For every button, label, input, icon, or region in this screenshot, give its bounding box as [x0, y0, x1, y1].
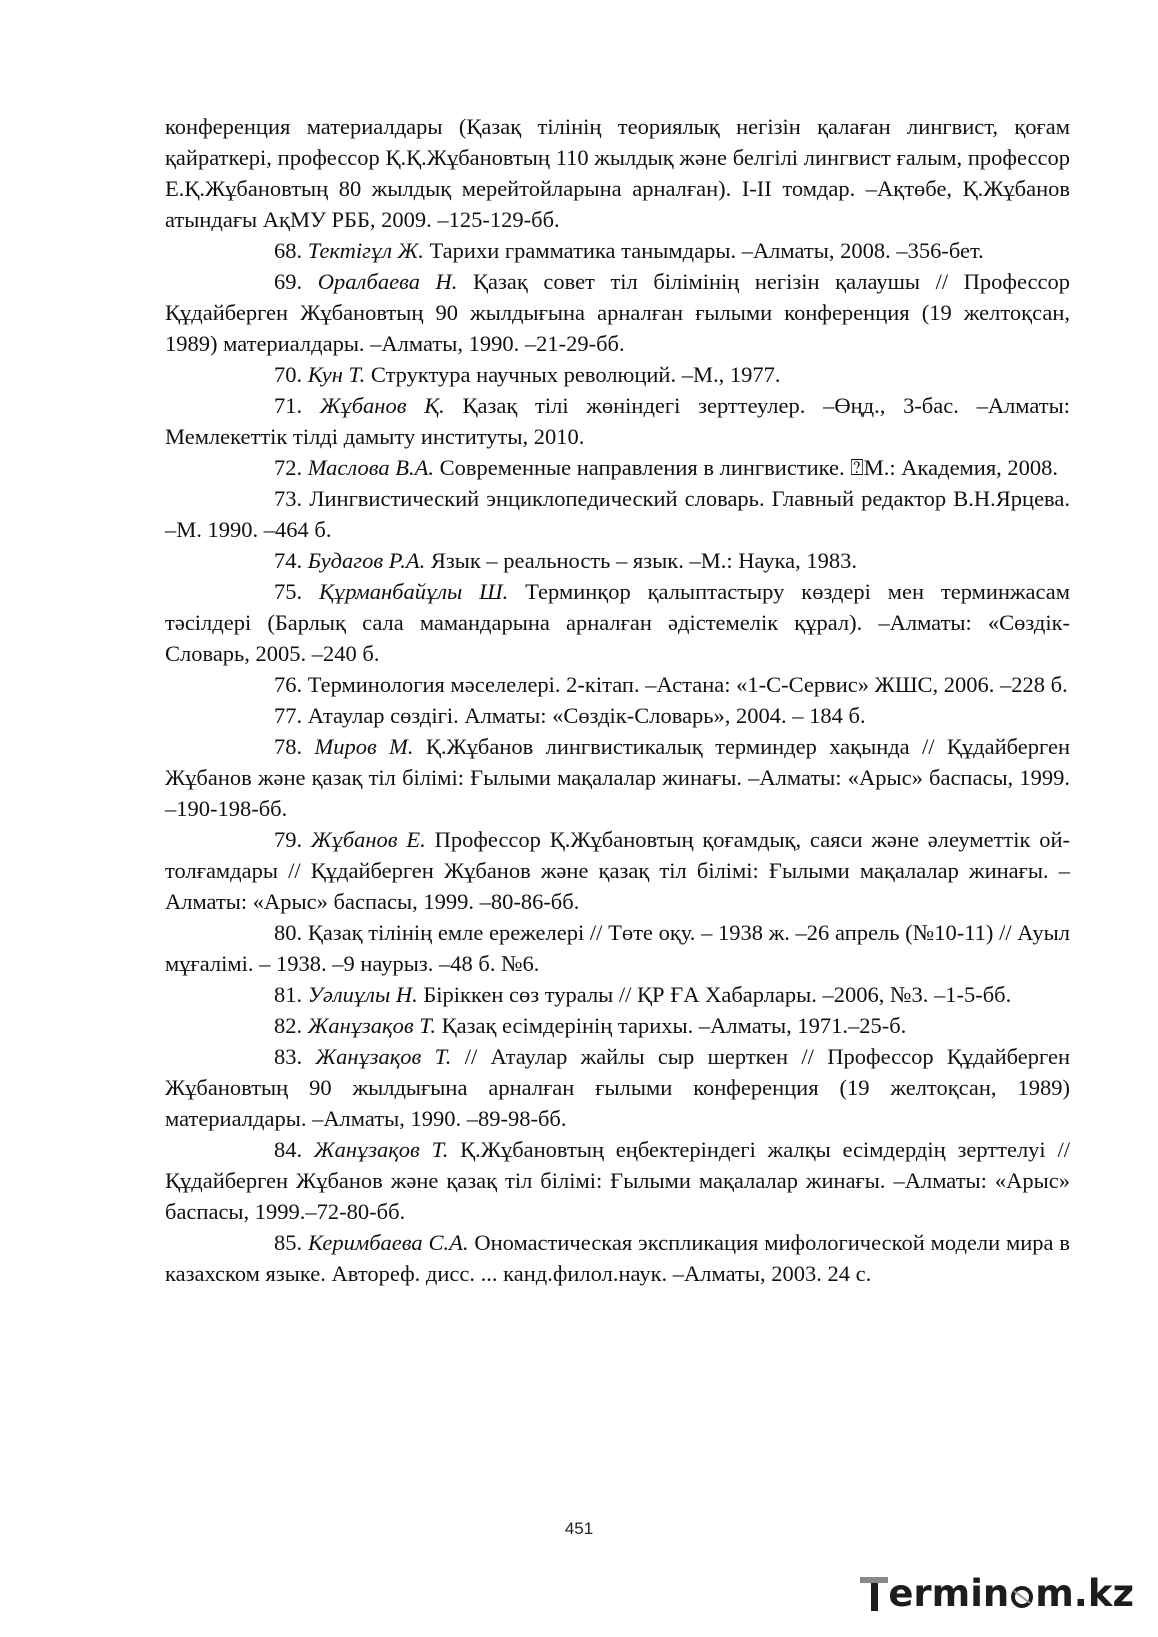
entry-number: 70.	[274, 362, 303, 387]
bibliography-list	[165, 235, 1070, 1289]
entry-text: Терминқор қалыптастыру көздері мен терминжасам тәсілдері (Барлық сала мамандарына арналған әдістемелік құрал). –Алматы: «Сөздік-Словарь, 2005. –240 б.	[165, 579, 1071, 666]
bibliography-entry	[165, 824, 1070, 917]
entry-text: Қазақ совет тіл білімінің негізін қалаушы // Профессор Құдайберген Жұбановтың 90 жылдығына арналған ғылыми конференция (19 желтоқсан, 1989) материалдары. –Алматы, 1990. –21-29-бб.	[165, 269, 1071, 356]
bibliography-entry	[165, 1010, 1070, 1041]
entry-number: 85.	[274, 1230, 303, 1255]
entry-number: 76.	[274, 672, 303, 697]
bibliography-entry	[165, 545, 1070, 576]
entry-number: 72.	[274, 455, 303, 480]
entry-number: 71.	[274, 393, 303, 418]
bibliography-entry	[165, 1041, 1070, 1134]
entry-number: 80.	[274, 920, 303, 945]
logo-text-end: m.kz	[1035, 1572, 1134, 1615]
entry-text: Біріккен сөз туралы // ҚР ҒА Хабарлары. –2006, №3. –1-5-бб.	[417, 982, 1012, 1007]
entry-author: Уәлиұлы Н.	[307, 982, 418, 1007]
entry-author: Жанұзақов Т.	[307, 1013, 436, 1038]
o-logo-icon	[1010, 1585, 1034, 1609]
entry-continuation: конференция материалдары (Қазақ тілінің теориялық негізін қалаған лингвист, қоғам қайраткері, профессор Қ.Қ.Жұбановтың 110 жылдық және белгілі лингвист ғалым, профессор Е.Қ.Жұбановтың 80 жылдық мерейтойларына арналған). I-II томдар. –Ақтөбе, Қ.Жұбанов атындағы АқМУ РББ, 2009. –125-129-бб.	[165, 114, 1070, 232]
entry-text: Лингвистический энциклопедический словарь. Главный редактор В.Н.Ярцева. –М. 1990. –464 б.	[165, 486, 1070, 542]
entry-text: Қ.Жұбановтың еңбектеріндегі жалқы есімдердің зерттелуі // Құдайберген Жұбанов және қазақ тіл білімі: Ғылыми мақалалар жинағы. –Алматы: «Арыс» баспасы, 1999.–72-80-бб.	[165, 1137, 1070, 1224]
bibliography-entry	[165, 266, 1070, 359]
entry-author: Миров М.	[314, 734, 414, 759]
bibliography-entry	[165, 979, 1070, 1010]
entry-number: 81.	[274, 982, 303, 1007]
entry-text: Қ.Жұбанов лингвистикалық терминдер хақында // Құдайберген Жұбанов және қазақ тіл білімі: Ғылыми мақалалар жинағы. –Алматы: «Арыс» баспасы, 1999. –190-198-бб.	[165, 734, 1070, 821]
entry-text: Қазақ тілінің емле ережелері // Төте оқу. – 1938 ж. –26 апрель (№10-11) // Ауыл мұғалімі. – 1938. –9 наурыз. –48 б. №6.	[165, 920, 1070, 976]
bibliography-entry	[165, 669, 1070, 700]
entry-text: Қазақ есімдерінің тарихы. –Алматы, 1971.–25-б.	[435, 1013, 907, 1038]
entry-number: 69.	[274, 269, 303, 294]
terminkom-logo	[860, 1572, 1134, 1615]
entry-text: Атаулар сөздігі. Алматы: «Сөздік-Словарь», 2004. – 184 б.	[302, 703, 866, 728]
entry-number: 74.	[274, 548, 303, 573]
bibliography-entry	[165, 700, 1070, 731]
bibliography-entry	[165, 1227, 1070, 1289]
entry-text: // Атаулар жайлы сыр шерткен // Профессор Құдайберген Жұбановтың 90 жылдығына арналған ғылыми конференция (19 желтоқсан, 1989) материалдары. –Алматы, 1990. –89-98-бб.	[165, 1044, 1070, 1131]
bibliography-entry	[165, 576, 1070, 669]
bibliography-entry	[165, 235, 1070, 266]
bibliography-entry	[165, 390, 1070, 452]
entry-number: 82.	[274, 1013, 303, 1038]
entry-text: Структура научных революций. –М., 1977.	[365, 362, 781, 387]
entry-author: Кун Т.	[307, 362, 366, 387]
bibliography-page	[165, 111, 1070, 1289]
entry-author: Құрманбайұлы Ш.	[319, 579, 509, 604]
entry-author: Тектігұл Ж.	[307, 238, 424, 263]
entry-author: Жұбанов Е.	[310, 827, 426, 852]
entry-text: Язык – реальность – язык. –М.: Наука, 1983.	[425, 548, 857, 573]
entry-number: 73.	[274, 486, 303, 511]
entry-text: Профессор Қ.Жұбановтың қоғамдық, саяси және әлеуметтік ой-толғамдары // Құдайберген Жұбанов және қазақ тіл білімі: Ғылыми мақалалар жинағы. –Алматы: «Арыс» баспасы, 1999. –80-86-бб.	[165, 827, 1071, 914]
bibliography-entry	[165, 1134, 1070, 1227]
entry-text: Терминология мәселелері. 2-кітап. –Астана: «1-С-Сервис» ЖШС, 2006. –228 б.	[302, 672, 1068, 697]
entry-author: Жанұзақов Т.	[313, 1137, 449, 1162]
entry-text: Ономастическая экспликация мифологической модели мира в казахском языке. Автореф. дисс. ... канд.филол.наук. –Алматы, 2003. 24 с.	[165, 1230, 1071, 1286]
t-logo-icon	[860, 1577, 888, 1611]
entry-number: 68.	[274, 238, 303, 263]
entry-text: Қазақ тілі жөніндегі зерттеулер. –Өңд., 3-бас. –Алматы: Мемлекеттік тілді дамыту институты, 2010.	[165, 393, 1071, 449]
entry-number: 83.	[274, 1044, 303, 1069]
entry-number: 77.	[274, 703, 303, 728]
entry-author: Жанұзақов Т.	[315, 1044, 452, 1069]
bibliography-entry	[165, 731, 1070, 824]
logo-text-start: ermin	[888, 1572, 1010, 1615]
entry-author: Жұбанов Қ.	[319, 393, 445, 418]
entry-number: 84.	[274, 1137, 303, 1162]
bibliography-entry	[165, 483, 1070, 545]
bibliography-entry	[165, 452, 1070, 483]
entry-number: 78.	[274, 734, 303, 759]
bibliography-entry	[165, 359, 1070, 390]
entry-number: 79.	[274, 827, 303, 852]
entry-text: Тарихи грамматика танымдары. –Алматы, 2008. –356-бет.	[423, 238, 984, 263]
page-number: 451	[564, 1519, 594, 1538]
entry-author: Керимбаева С.А.	[308, 1230, 469, 1255]
entry-author: Маслова В.А.	[307, 455, 434, 480]
entry-author: Оралбаева Н.	[317, 269, 458, 294]
bibliography-entry	[165, 917, 1070, 979]
entry-author: Будагов Р.А.	[307, 548, 426, 573]
entry-text: Современные направления в лингвистике. ⍰М.: Академия, 2008.	[433, 455, 1059, 480]
entry-number: 75.	[274, 579, 303, 604]
